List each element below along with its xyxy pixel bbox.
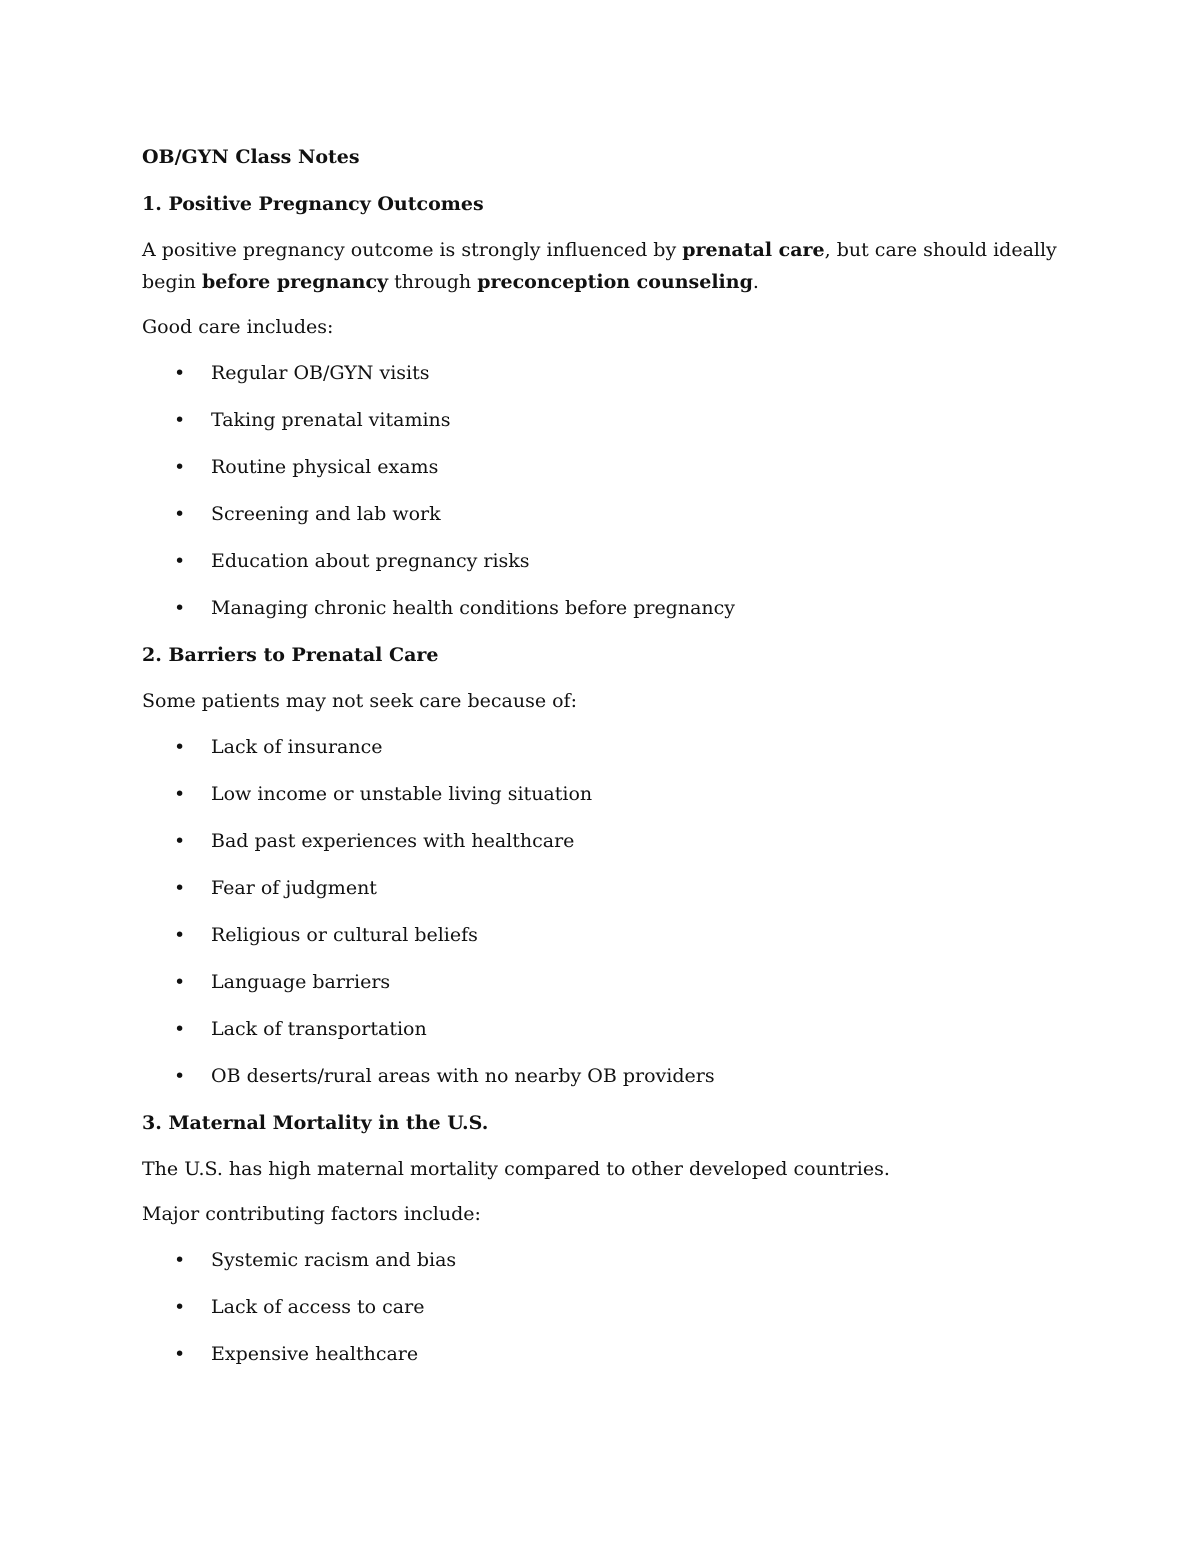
section-intro-paragraph [142,234,1062,298]
section-heading-barriers-to-prenatal-care: 2. Barriers to Prenatal Care [142,644,439,666]
bullet-icon: • [174,550,186,572]
list-item-text: Lack of access to care [211,1296,425,1318]
bullet-icon: • [174,1249,186,1271]
bullet-icon: • [174,924,186,946]
list-item-text: Lack of insurance [211,736,383,758]
bullet-icon: • [174,362,186,384]
section-intro-paragraph: The U.S. has high maternal mortality compared to other developed countries. [142,1158,890,1180]
list-item-text: Managing chronic health conditions before pregnancy [211,597,736,619]
list-item-text: Bad past experiences with healthcare [211,830,575,852]
list-item-text: Routine physical exams [211,456,439,478]
list-item [142,497,1062,531]
list-item-text: Regular OB/GYN visits [211,362,430,384]
list-item-text: Language barriers [211,971,391,993]
list-item [142,356,1062,390]
bullet-icon: • [174,971,186,993]
intro-text: . [752,271,759,293]
bullet-icon: • [174,456,186,478]
list-item [142,1290,1062,1324]
intro-text: through [388,271,478,293]
list-item-text: Education about pregnancy risks [211,550,530,572]
bullet-icon: • [174,597,186,619]
section-heading-maternal-mortality: 3. Maternal Mortality in the U.S. [142,1112,489,1134]
intro-bold-term: before pregnancy [201,271,389,293]
intro-text: , but care should ideally begin [142,239,1057,293]
bullet-icon: • [174,503,186,525]
bullet-icon: • [174,409,186,431]
list-item [142,403,1062,437]
list-item [142,450,1062,484]
list-item [142,918,1062,952]
bullet-icon: • [174,736,186,758]
list-item-text: Religious or cultural beliefs [211,924,478,946]
list-lead-text: Good care includes: [142,316,334,338]
list-lead-text: Major contributing factors include: [142,1203,481,1225]
list-item-text: Screening and lab work [211,503,441,525]
section-heading-positive-pregnancy-outcomes: 1. Positive Pregnancy Outcomes [142,193,484,215]
list-item [142,1012,1062,1046]
bullet-list [142,356,1062,625]
list-item [142,871,1062,905]
list-item [142,730,1062,764]
bullet-icon: • [174,830,186,852]
intro-bold-term: preconception counseling [477,271,753,293]
document-page [142,140,1062,1384]
list-lead-text: Some patients may not seek care because of: [142,690,577,712]
bullet-icon: • [174,877,186,899]
list-item [142,824,1062,858]
bullet-icon: • [174,1343,186,1365]
intro-text: A positive pregnancy outcome is strongly influenced by [142,239,683,261]
list-item [142,965,1062,999]
intro-bold-term: prenatal care [682,239,825,261]
list-item-text: Fear of judgment [211,877,377,899]
bullet-icon: • [174,783,186,805]
bullet-list [142,730,1062,1093]
document-title: OB/GYN Class Notes [142,146,360,168]
list-item-text: Taking prenatal vitamins [211,409,451,431]
bullet-icon: • [174,1065,186,1087]
list-item [142,544,1062,578]
list-item [142,777,1062,811]
list-item-text: OB deserts/rural areas with no nearby OB providers [211,1065,715,1087]
list-item [142,1243,1062,1277]
list-item [142,591,1062,625]
list-item-text: Low income or unstable living situation [211,783,593,805]
list-item-text: Lack of transportation [211,1018,427,1040]
bullet-icon: • [174,1018,186,1040]
bullet-list [142,1243,1062,1371]
list-item-text: Expensive healthcare [211,1343,419,1365]
list-item-text: Systemic racism and bias [211,1249,457,1271]
bullet-icon: • [174,1296,186,1318]
list-item [142,1059,1062,1093]
list-item [142,1337,1062,1371]
